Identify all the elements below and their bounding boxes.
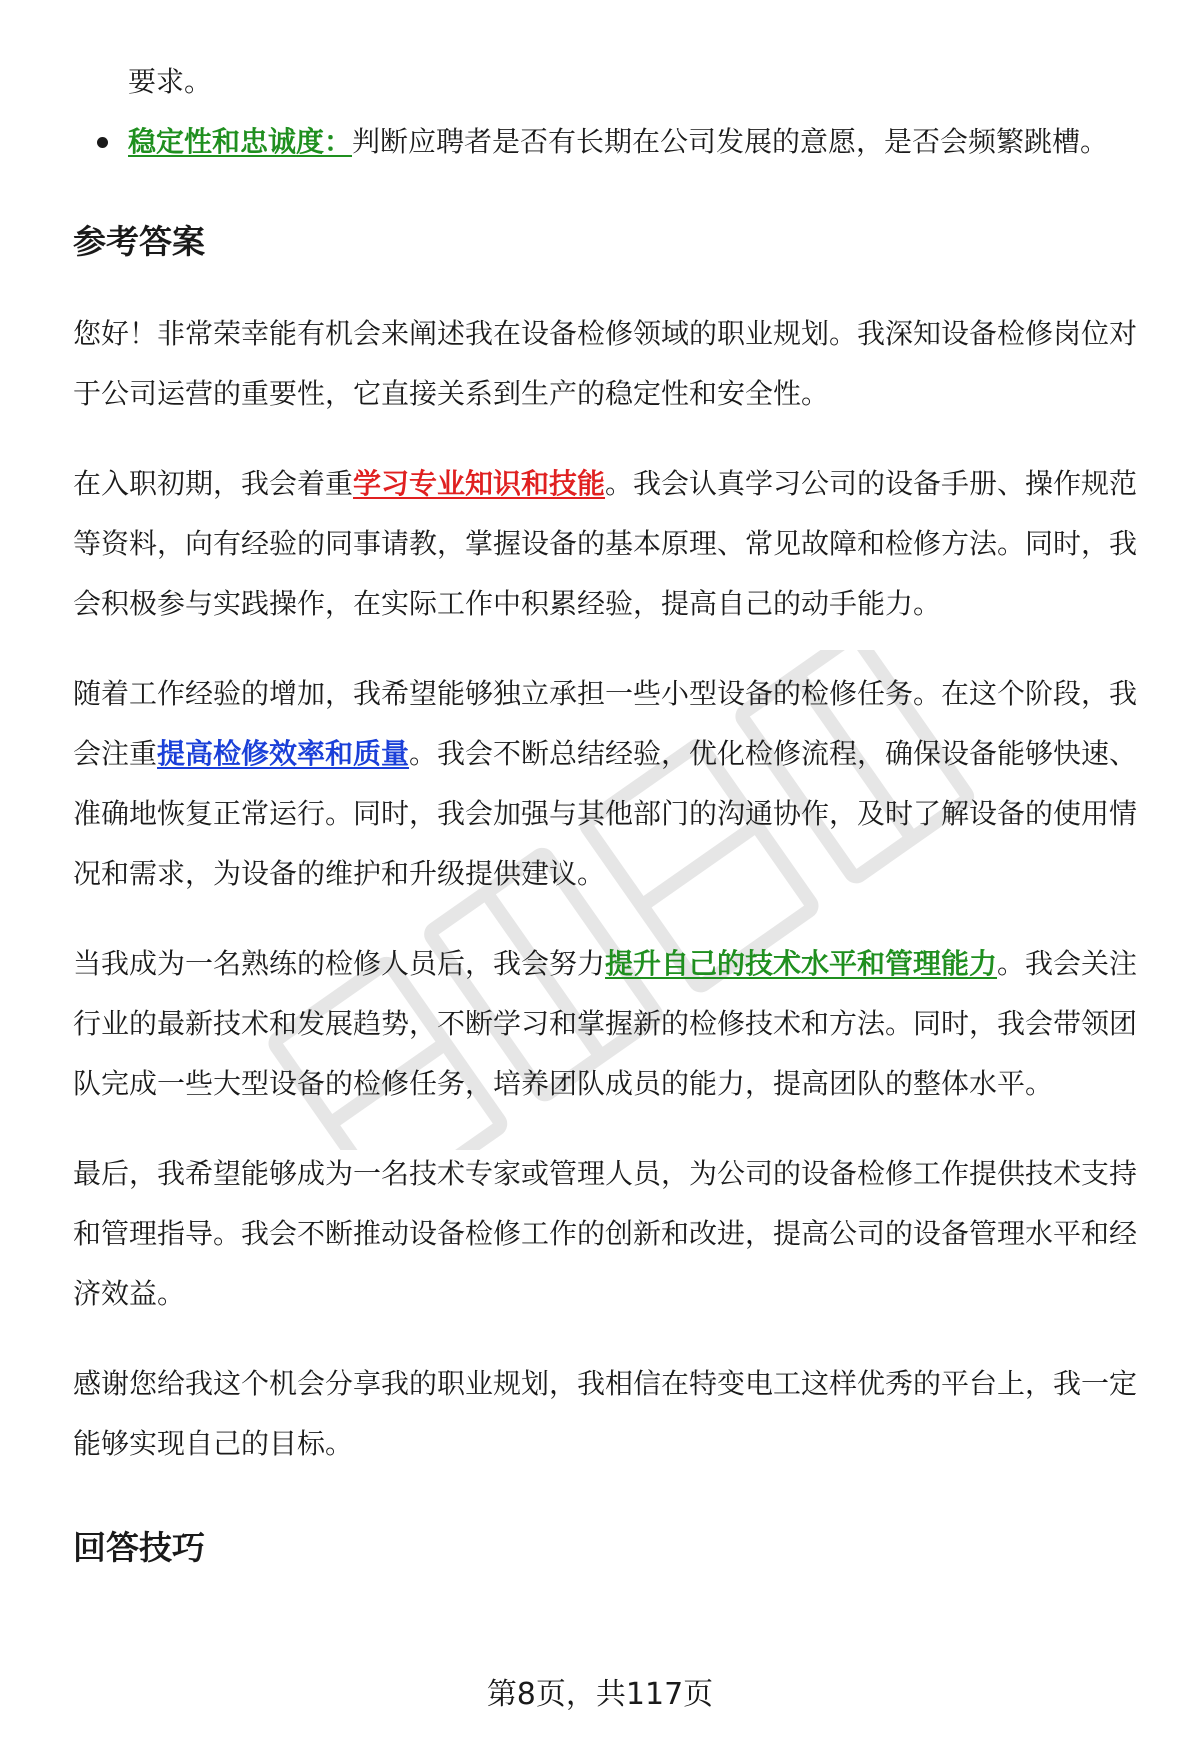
highlight-blue: 提高检修效率和质量 [157, 737, 410, 770]
paragraph-mid-stage [73, 664, 1148, 904]
paragraph-early-stage [73, 454, 1148, 634]
paragraph-text: 在入职初期，我会着重 [73, 467, 354, 500]
paragraph-senior-stage [73, 934, 1148, 1114]
bullet-continuation: 要求。 [128, 65, 213, 98]
highlight-green: 提升自己的技术水平和管理能力 [605, 947, 998, 980]
paragraph-text: 。我会关注行业的最新技术和发展趋势，不断学习和掌握新的检修技术和方法。同时，我会带领团队完成一些大型设备的检修任务，培养团队成员的能力，提高团队的整体水平。 [73, 947, 1138, 1100]
list-item [73, 112, 1148, 172]
highlight-red: 学习专业知识和技能 [353, 467, 606, 500]
bullet-dot-icon [97, 137, 108, 148]
paragraph-text: 。我会认真学习公司的设备手册、操作规范等资料，向有经验的同事请教，掌握设备的基本原理、常见故障和检修方法。同时，我会积极参与实践操作，在实际工作中积累经验，提高自己的动手能力。 [73, 467, 1138, 620]
paragraph-text: 。我会不断总结经验，优化检修流程，确保设备能够快速、准确地恢复正常运行。同时，我会加强与其他部门的沟通协作，及时了解设备的使用情况和需求，为设备的维护和升级提供建议。 [73, 737, 1138, 890]
paragraph-text: 随着工作经验的增加，我希望能够独立承担一些小型设备的检修任务。在这个阶段，我会注重 [73, 677, 1138, 770]
paragraph-final-stage: 最后，我希望能够成为一名技术专家或管理人员，为公司的设备检修工作提供技术支持和管理指导。我会不断推动设备检修工作的创新和改进，提高公司的设备管理水平和经济效益。 [73, 1157, 1138, 1310]
section-heading-tips: 回答技巧 [73, 1528, 205, 1567]
document-content [73, 52, 1148, 1570]
page-footer: 第8页，共117页 [486, 1677, 714, 1712]
bullet-text: 判断应聘者是否有长期在公司发展的意愿，是否会频繁跳槽。 [352, 125, 1109, 158]
paragraph-text: 当我成为一名熟练的检修人员后，我会努力 [73, 947, 606, 980]
bullet-list [73, 112, 1148, 172]
paragraph-intro: 您好！非常荣幸能有机会来阐述我在设备检修领域的职业规划。我深知设备检修岗位对于公司运营的重要性，它直接关系到生产的稳定性和安全性。 [73, 317, 1138, 410]
bullet-label: 稳定性和忠诚度： [128, 125, 353, 158]
section-heading-reference-answer: 参考答案 [73, 222, 205, 261]
paragraph-closing: 感谢您给我这个机会分享我的职业规划，我相信在特变电工这样优秀的平台上，我一定能够实现自己的目标。 [73, 1367, 1138, 1460]
